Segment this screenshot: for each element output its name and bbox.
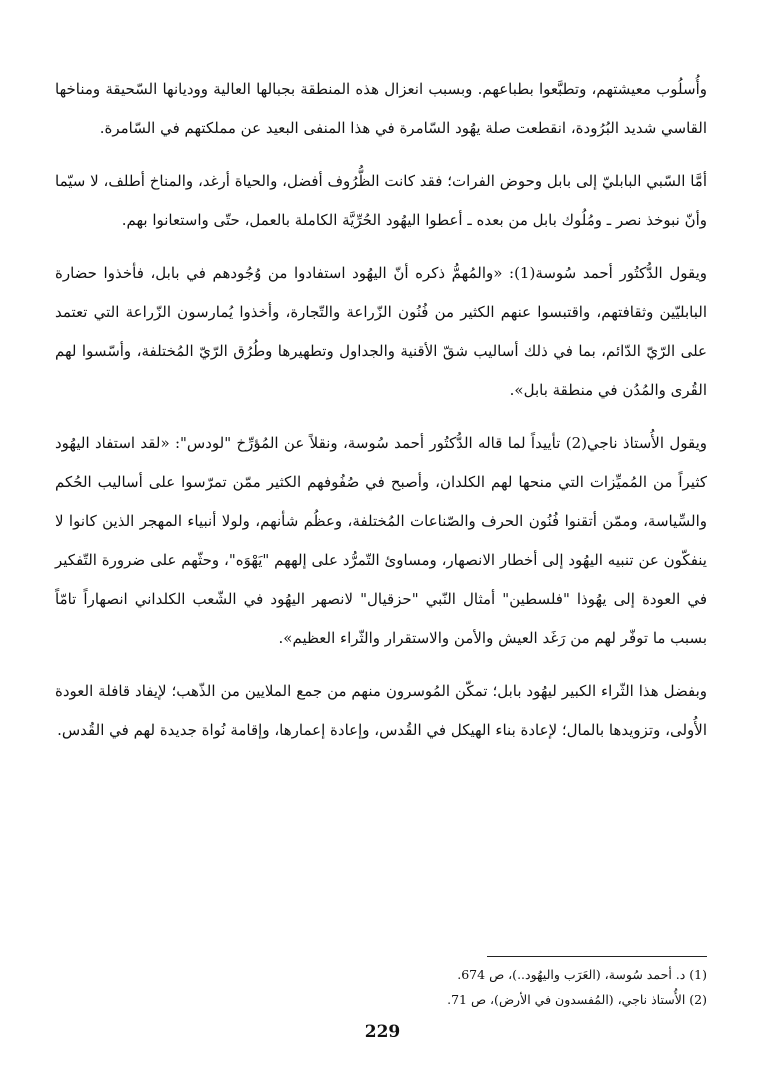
paragraph-3: ويقول الدُّكتُور أحمد سُوسة(1): «والمُهمُّ ذكره أنّ اليهُود استفادوا من وُجُودهم في بابل، فأخذوا حضارة البابليّين وثقافتهم، واقتبسوا عنهم الكثير من فُنُون الزّراعة والتّجارة، وأخذوا يُمارسون الزّراعة التي تعتمد على الرّيّ الدّائم، بما في ذلك أساليب شقّ الأقنية والجداول وتطهيرها وطُرُق الرّيّ المُختلفة، وأسّسوا لهم القُرى والمُدُن في منطقة بابل».	[55, 264, 707, 399]
paragraph-2: أمَّا السّبي البابليّ إلى بابل وحوض الفرات؛ فقد كانت الظُّرُوف أفضل، والحياة أرغد، والمناخ أطلف، لا سيّما وأنّ نبوخذ نصر ـ ومُلُوك بابل من بعده ـ أعطوا اليهُود الحُرِّيَّة الكاملة بالعمل، حتّى واستعانوا بهم.	[55, 172, 707, 229]
main-text	[55, 70, 707, 764]
footnote-2: (2) الأُستاذ ناجي، (المُفسدون في الأرض)، ص 71.	[447, 992, 707, 1007]
page-number: 229	[364, 1022, 401, 1042]
paragraph-4: ويقول الأُستاذ ناجي(2) تأييداً لما قاله الدُّكتُور أحمد سُوسة، ونقلاً عن المُؤرِّخ "لودس": «لقد استفاد اليهُود كثيراً من المُميِّزات التي منحها لهم الكلدان، وأصبح في صُفُوفهم الكثير ممّن تمرّسوا على أساليب الحُكم والسِّياسة، وممّن أتقنوا فُنُون الحرف والصّناعات المُختلفة، وعظُم شأنهم، ولولا أنبياء المهجر الذين كانوا لا ينفكّون عن تنبيه اليهُود إلى أخطار الانصهار، ومساوئ التّمرُّد على إلههم "يَهْوَه"، وحثّهم على ضرورة التّفكير في العودة إلى يهُوذا "فلسطين" أمثال النّبي "حزقيال" لانصهر اليهُود في الشّعب الكلداني انصهاراً تامّاً بسبب ما توفّر لهم من رَغَد العيش والأمن والاستقرار والثّراء العظيم».	[55, 434, 707, 647]
paragraph-5: وبفضل هذا الثّراء الكبير ليهُود بابل؛ تمكّن المُوسرون منهم من جمع الملايين من الذّهب؛ لإيفاد قافلة العودة الأُولى، وتزويدها بالمال؛ لإعادة بناء الهيكل في القُدس، وإعادة إعمارها، وإقامة نُواة جديدة لهم في القُدس.	[55, 682, 707, 739]
footnotes	[55, 962, 707, 1012]
footnote-separator	[487, 956, 707, 957]
footnote-1: (1) د. أحمد سُوسة، (العَرَب واليهُود..)، ص 674.	[457, 967, 707, 982]
paragraph-1: وأُسلُوب معيشتهم، وتطبَّعوا بطباعهم. وبسبب انعزال هذه المنطقة بجبالها العالية ووديانها السّحيقة ومناخها القاسي شديد البُرُودة، انقطعت صلة يهُود السّامرة في هذا المنفى البعيد عن مملكتهم في السّامرة.	[55, 80, 707, 137]
